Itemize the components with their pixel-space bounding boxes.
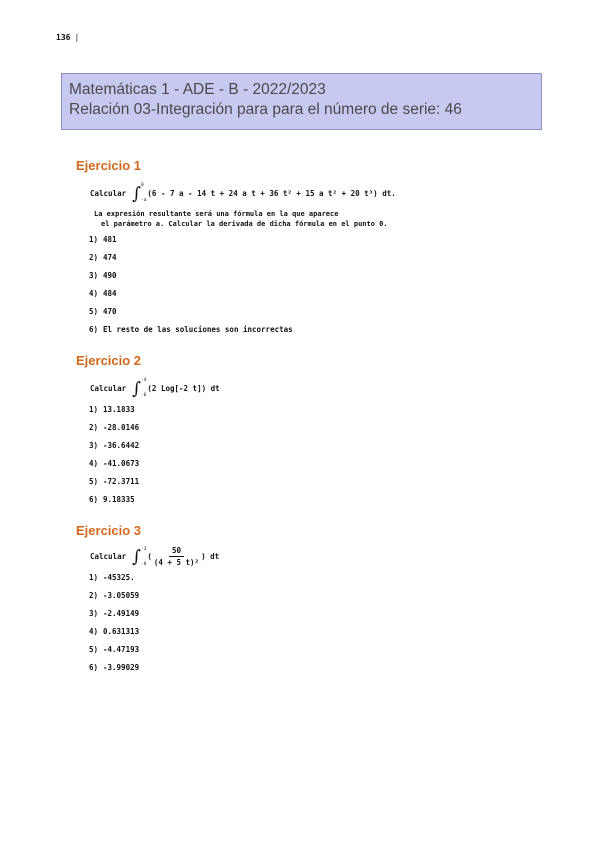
header-course-line: Matemáticas 1 - ADE - B - 2022/2023 bbox=[69, 81, 326, 98]
exercise-1-statement bbox=[90, 183, 396, 203]
option-item[interactable] bbox=[89, 662, 219, 680]
exercise-2-options bbox=[76, 404, 220, 512]
option-index: 1) bbox=[89, 235, 99, 244]
exercise-1-options bbox=[76, 234, 396, 342]
option-item[interactable] bbox=[89, 440, 220, 458]
exercise-1-prompt: Calcular bbox=[90, 188, 127, 198]
option-item[interactable] bbox=[89, 324, 396, 342]
integral-limits bbox=[141, 378, 146, 398]
option-index: 6) bbox=[89, 663, 99, 672]
integrand: (6 - 7 a - 14 t + 24 a t + 36 t² + 15 a t² + 20 t³) dt. bbox=[147, 188, 396, 198]
option-value: 9.18335 bbox=[103, 495, 135, 504]
lower-limit: -8 bbox=[140, 561, 147, 567]
fraction bbox=[154, 546, 199, 567]
exercise-1-integral bbox=[132, 183, 396, 203]
option-index: 4) bbox=[89, 459, 99, 468]
option-value: 13.1833 bbox=[103, 405, 135, 414]
option-item[interactable] bbox=[89, 458, 220, 476]
page-number-value: 136 bbox=[56, 33, 71, 42]
option-item[interactable] bbox=[89, 590, 219, 608]
option-item[interactable] bbox=[89, 626, 219, 644]
option-index: 3) bbox=[89, 609, 99, 618]
option-value: -2.49149 bbox=[103, 609, 140, 618]
integral-limits bbox=[141, 547, 146, 567]
lower-limit: -a bbox=[140, 198, 147, 203]
option-item[interactable] bbox=[89, 270, 396, 288]
note-line-2: el parámetro a. Calcular la derivada de dicha fórmula en el punto 0. bbox=[101, 220, 388, 228]
option-index: 5) bbox=[89, 477, 99, 486]
option-value: -3.05059 bbox=[103, 591, 140, 600]
exercise-2-integral bbox=[132, 378, 220, 398]
note-line-1: La expresión resultante será una fórmula en la que aparece bbox=[94, 210, 339, 218]
option-value: El resto de las soluciones son incorrectas bbox=[103, 325, 293, 334]
option-item[interactable] bbox=[89, 494, 220, 512]
exercise-1-note bbox=[94, 209, 396, 229]
exercise-2-prompt: Calcular bbox=[90, 383, 127, 393]
exercise-3-title: Ejercicio 3 bbox=[76, 523, 142, 538]
option-index: 6) bbox=[89, 325, 99, 334]
option-index: 1) bbox=[89, 573, 99, 582]
option-index: 2) bbox=[89, 591, 99, 600]
option-value: -45325. bbox=[103, 573, 135, 582]
integrand: (2 Log[-2 t]) dt bbox=[147, 383, 220, 393]
option-index: 3) bbox=[89, 441, 99, 450]
option-item[interactable] bbox=[89, 306, 396, 324]
option-item[interactable] bbox=[89, 234, 396, 252]
upper-limit: -4 bbox=[140, 378, 147, 383]
option-value: -36.6442 bbox=[103, 441, 140, 450]
document-header bbox=[61, 73, 542, 130]
option-value: 490 bbox=[103, 271, 117, 280]
exercise-3-integral bbox=[132, 546, 219, 567]
option-value: -4.47193 bbox=[103, 645, 140, 654]
option-index: 4) bbox=[89, 289, 99, 298]
option-item[interactable] bbox=[89, 404, 220, 422]
exercise-3-options bbox=[76, 572, 219, 680]
option-value: 470 bbox=[103, 307, 117, 316]
option-index: 2) bbox=[89, 423, 99, 432]
option-index: 5) bbox=[89, 645, 99, 654]
option-index: 1) bbox=[89, 405, 99, 414]
exercise-3-prompt: Calcular bbox=[90, 552, 127, 561]
option-value: 484 bbox=[103, 289, 117, 298]
header-relation-line: Relación 03-Integración para para el número de serie: 46 bbox=[69, 101, 462, 118]
integral-sign-icon: ∫ bbox=[132, 183, 141, 204]
option-item[interactable] bbox=[89, 644, 219, 662]
integral-sign-icon: ∫ bbox=[132, 547, 141, 567]
integral-sign-icon: ∫ bbox=[132, 378, 141, 399]
option-value: 481 bbox=[103, 235, 117, 244]
page-number bbox=[56, 33, 79, 42]
lower-limit: -6 bbox=[140, 393, 147, 398]
option-value: -72.3711 bbox=[103, 477, 140, 486]
option-item[interactable] bbox=[89, 288, 396, 306]
exercise-1 bbox=[76, 158, 396, 342]
exercise-2-statement bbox=[90, 378, 220, 398]
integrand-tail: ) dt bbox=[201, 552, 220, 561]
upper-limit: 0 bbox=[140, 183, 144, 188]
option-index: 4) bbox=[89, 627, 99, 636]
fraction-numerator: 50 bbox=[169, 546, 184, 557]
option-item[interactable] bbox=[89, 422, 220, 440]
option-item[interactable] bbox=[89, 476, 220, 494]
option-index: 5) bbox=[89, 307, 99, 316]
open-paren: ( bbox=[147, 552, 152, 561]
integral-limits bbox=[141, 183, 146, 203]
option-index: 2) bbox=[89, 253, 99, 262]
exercise-2 bbox=[76, 353, 220, 512]
fraction-denominator: (4 + 5 t)² bbox=[153, 558, 200, 567]
exercise-2-title: Ejercicio 2 bbox=[76, 353, 142, 368]
page-number-separator: | bbox=[74, 33, 80, 42]
option-item[interactable] bbox=[89, 608, 219, 626]
option-item[interactable] bbox=[89, 572, 219, 590]
option-value: -41.0673 bbox=[103, 459, 140, 468]
option-index: 6) bbox=[89, 495, 99, 504]
exercise-1-title: Ejercicio 1 bbox=[76, 158, 142, 173]
exercise-3 bbox=[76, 523, 219, 680]
option-value: -3.99029 bbox=[103, 663, 140, 672]
option-value: 474 bbox=[103, 253, 117, 262]
option-index: 3) bbox=[89, 271, 99, 280]
option-value: -28.0146 bbox=[103, 423, 140, 432]
upper-limit: -3 bbox=[140, 546, 147, 552]
exercise-3-statement bbox=[90, 546, 219, 567]
option-value: 0.631313 bbox=[103, 627, 140, 636]
option-item[interactable] bbox=[89, 252, 396, 270]
